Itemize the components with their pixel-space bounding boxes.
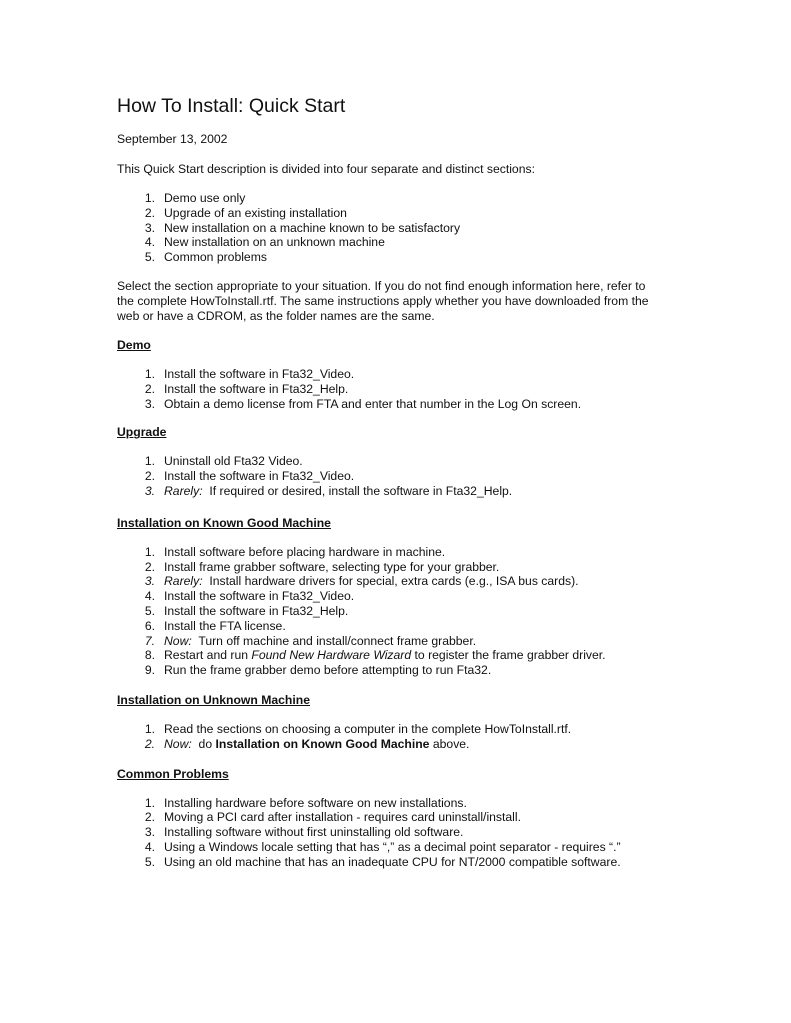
list-item: 1. Install the software in Fta32_Video. <box>144 366 355 381</box>
unknown-machine-list <box>117 722 717 752</box>
list-item: 3. Obtain a demo license from FTA and enter that number in the Log On screen. <box>144 396 582 411</box>
list-item: 2. Upgrade of an existing installation <box>144 205 347 220</box>
demo-heading: Demo <box>117 337 151 352</box>
list-item: 7. Now: Turn off machine and install/connect frame grabber. <box>144 633 477 648</box>
list-item: 3. New installation on a machine known to be satisfactory <box>144 220 461 235</box>
known-machine-list <box>117 545 717 678</box>
list-item: 1. Uninstall old Fta32 Video. <box>144 454 303 469</box>
list-item: 3. Rarely: If required or desired, install the software in Fta32_Help. <box>144 483 513 498</box>
list-item: 5. Using an old machine that has an inadequate CPU for NT/2000 compatible software. <box>144 854 621 869</box>
demo-list <box>117 367 717 411</box>
list-item: 6. Install the FTA license. <box>144 618 286 633</box>
common-problems-heading: Common Problems <box>117 766 229 781</box>
list-item: 8. Restart and run Found New Hardware Wizard to register the frame grabber driver. <box>144 648 606 663</box>
upgrade-list <box>117 454 717 498</box>
list-item: 1. Read the sections on choosing a computer in the complete HowToInstall.rtf. <box>144 721 572 736</box>
list-item: 2. Install the software in Fta32_Help. <box>144 381 349 396</box>
list-item: 2. Install the software in Fta32_Video. <box>144 469 355 484</box>
select-paragraph: Select the section appropriate to your situation. If you do not find enough information here, refer to the complete HowToInstall.rtf. The same instructions apply whether you have downloaded from the web or have a CDROM, as the folder names are the same. <box>117 278 649 323</box>
list-item: 4. New installation on an unknown machine <box>144 235 385 250</box>
list-item: 1. Install software before placing hardware in machine. <box>144 544 446 559</box>
page-title: How To Install: Quick Start <box>117 95 346 117</box>
list-item: 1. Demo use only <box>144 191 246 205</box>
common-problems-list <box>117 796 717 870</box>
known-machine-heading: Installation on Known Good Machine <box>117 515 331 530</box>
sections-list <box>117 191 717 265</box>
unknown-machine-heading: Installation on Unknown Machine <box>117 692 310 707</box>
list-item: 5. Common problems <box>144 250 267 265</box>
intro-paragraph: This Quick Start description is divided into four separate and distinct sections: <box>117 162 535 176</box>
document-page <box>117 94 717 870</box>
list-item: 9. Run the frame grabber demo before attempting to run Fta32. <box>144 663 492 678</box>
list-item: 2. Moving a PCI card after installation - requires card uninstall/install. <box>144 810 521 825</box>
list-item: 2. Install frame grabber software, selecting type for your grabber. <box>144 559 500 574</box>
list-item: 3. Installing software without first uninstalling old software. <box>144 825 464 840</box>
list-item: 4. Using a Windows locale setting that has “,” as a decimal point separator - requires “.” <box>144 839 621 854</box>
list-item: 5. Install the software in Fta32_Help. <box>144 603 349 618</box>
list-item: 1. Installing hardware before software on new installations. <box>144 795 467 810</box>
document-date: September 13, 2002 <box>117 132 228 146</box>
list-item: 2. Now: do Installation on Known Good Machine above. <box>144 736 470 751</box>
list-item: 4. Install the software in Fta32_Video. <box>144 589 355 604</box>
list-item: 3. Rarely: Install hardware drivers for special, extra cards (e.g., ISA bus cards). <box>144 574 579 589</box>
upgrade-heading: Upgrade <box>117 425 167 440</box>
